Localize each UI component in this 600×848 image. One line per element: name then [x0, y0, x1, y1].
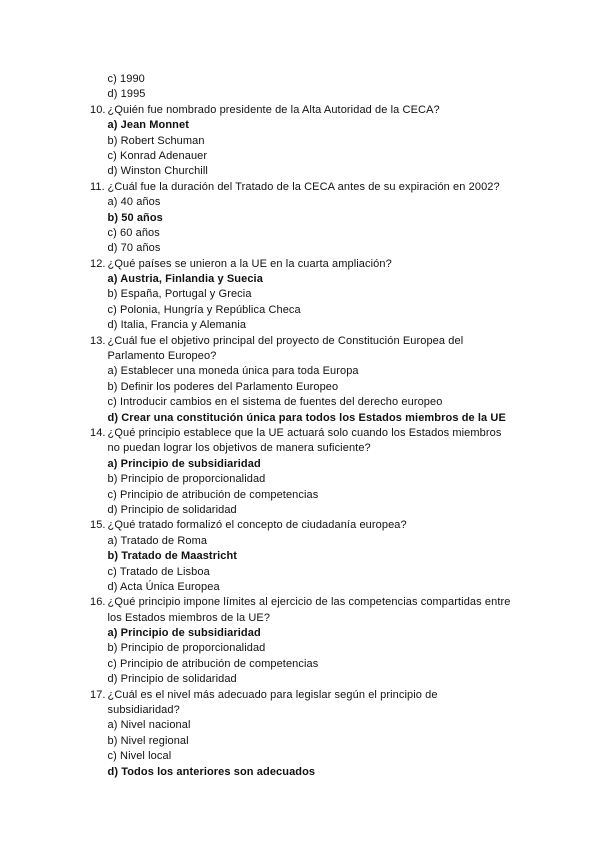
- answer-option-correct: d) Crear una constitución única para todos los Estados miembros de la UE: [107, 411, 506, 424]
- answer-option: a) Tratado de Roma: [107, 534, 208, 547]
- question-text-continuation: Parlamento Europeo?: [107, 350, 217, 363]
- question-text: ¿Cuál es el nivel más adecuado para legislar según el principio de: [107, 688, 438, 701]
- question-text-continuation: subsidiaridad?: [107, 704, 180, 717]
- question-line: [90, 257, 530, 272]
- question-number: 12.: [90, 257, 106, 270]
- leading-option: d) 1995: [107, 88, 146, 101]
- question-text: ¿Quién fue nombrado presidente de la Alta Autoridad de la CECA?: [107, 103, 440, 116]
- question-text: ¿Cuál fue la duración del Tratado de la CECA antes de su expiración en 2002?: [107, 180, 500, 193]
- answer-option: b) Definir los poderes del Parlamento Europeo: [107, 380, 339, 393]
- answer-option: b) Nivel regional: [107, 734, 189, 747]
- answer-option: c) Principio de atribución de competencias: [107, 488, 319, 501]
- question-number: 14.: [90, 426, 106, 439]
- answer-option: b) Principio de proporcionalidad: [107, 473, 266, 486]
- answer-option: c) Konrad Adenauer: [107, 149, 208, 162]
- answer-option: d) Principio de solidaridad: [107, 503, 237, 516]
- question-text: ¿Cuál fue el objetivo principal del proyecto de Constitución Europea del: [107, 334, 464, 347]
- question-list: [90, 72, 530, 780]
- question-text: ¿Qué tratado formalizó el concepto de ciudadanía europea?: [107, 519, 407, 532]
- answer-option: d) Principio de solidaridad: [107, 673, 237, 686]
- answer-option-correct: a) Principio de subsidiaridad: [107, 627, 261, 640]
- question-text: ¿Qué países se unieron a la UE en la cuarta ampliación?: [107, 257, 392, 270]
- answer-option: d) 70 años: [107, 242, 161, 255]
- question-line: [90, 688, 530, 703]
- answer-option: d) Acta Única Europea: [107, 580, 220, 593]
- answer-option-correct: a) Austria, Finlandia y Suecia: [107, 273, 263, 286]
- answer-option: d) Italia, Francia y Alemania: [107, 319, 247, 332]
- answer-option-correct: a) Principio de subsidiaridad: [107, 457, 261, 470]
- answer-option-correct: d) Todos los anteriores son adecuados: [107, 765, 316, 778]
- answer-option: b) Principio de proporcionalidad: [107, 642, 266, 655]
- leading-option: c) 1990: [107, 73, 145, 85]
- question-text: ¿Qué principio establece que la UE actuará solo cuando los Estados miembros: [107, 426, 502, 439]
- question-text: ¿Qué principio impone límites al ejercicio de las competencias compartidas entre: [107, 596, 511, 609]
- question-line: [90, 180, 530, 195]
- question-number: 16.: [90, 596, 106, 609]
- answer-option: c) Introducir cambios en el sistema de fuentes del derecho europeo: [107, 396, 443, 409]
- answer-option: c) 60 años: [107, 226, 160, 239]
- answer-option: c) Tratado de Lisboa: [107, 565, 210, 578]
- answer-option: b) España, Portugal y Grecia: [107, 288, 252, 301]
- answer-option: b) Robert Schuman: [107, 134, 205, 147]
- answer-option-correct: a) Jean Monnet: [107, 119, 189, 132]
- question-number: 15.: [90, 519, 106, 532]
- question-line: [90, 426, 530, 441]
- answer-option: a) Establecer una moneda única para toda Europa: [107, 365, 359, 378]
- answer-option-correct: b) Tratado de Maastricht: [107, 550, 238, 563]
- answer-option: c) Nivel local: [107, 750, 172, 763]
- question-text-continuation: no puedan lograr los objetivos de manera suficiente?: [107, 442, 371, 455]
- answer-option: a) Nivel nacional: [107, 719, 191, 732]
- answer-option: d) Winston Churchill: [107, 165, 208, 178]
- question-number: 11.: [90, 180, 105, 193]
- question-line: [90, 334, 530, 349]
- question-line: [90, 595, 530, 610]
- question-text-continuation: los Estados miembros de la UE?: [107, 611, 271, 624]
- answer-option-correct: b) 50 años: [107, 211, 163, 224]
- answer-option: a) 40 años: [107, 196, 161, 209]
- question-number: 13.: [90, 334, 106, 347]
- question-number: 10.: [90, 103, 106, 116]
- question-line: [90, 518, 530, 533]
- answer-option: c) Principio de atribución de competencias: [107, 657, 319, 670]
- answer-option: c) Polonia, Hungría y República Checa: [107, 303, 301, 316]
- question-number: 17.: [90, 688, 106, 701]
- question-line: [90, 103, 530, 118]
